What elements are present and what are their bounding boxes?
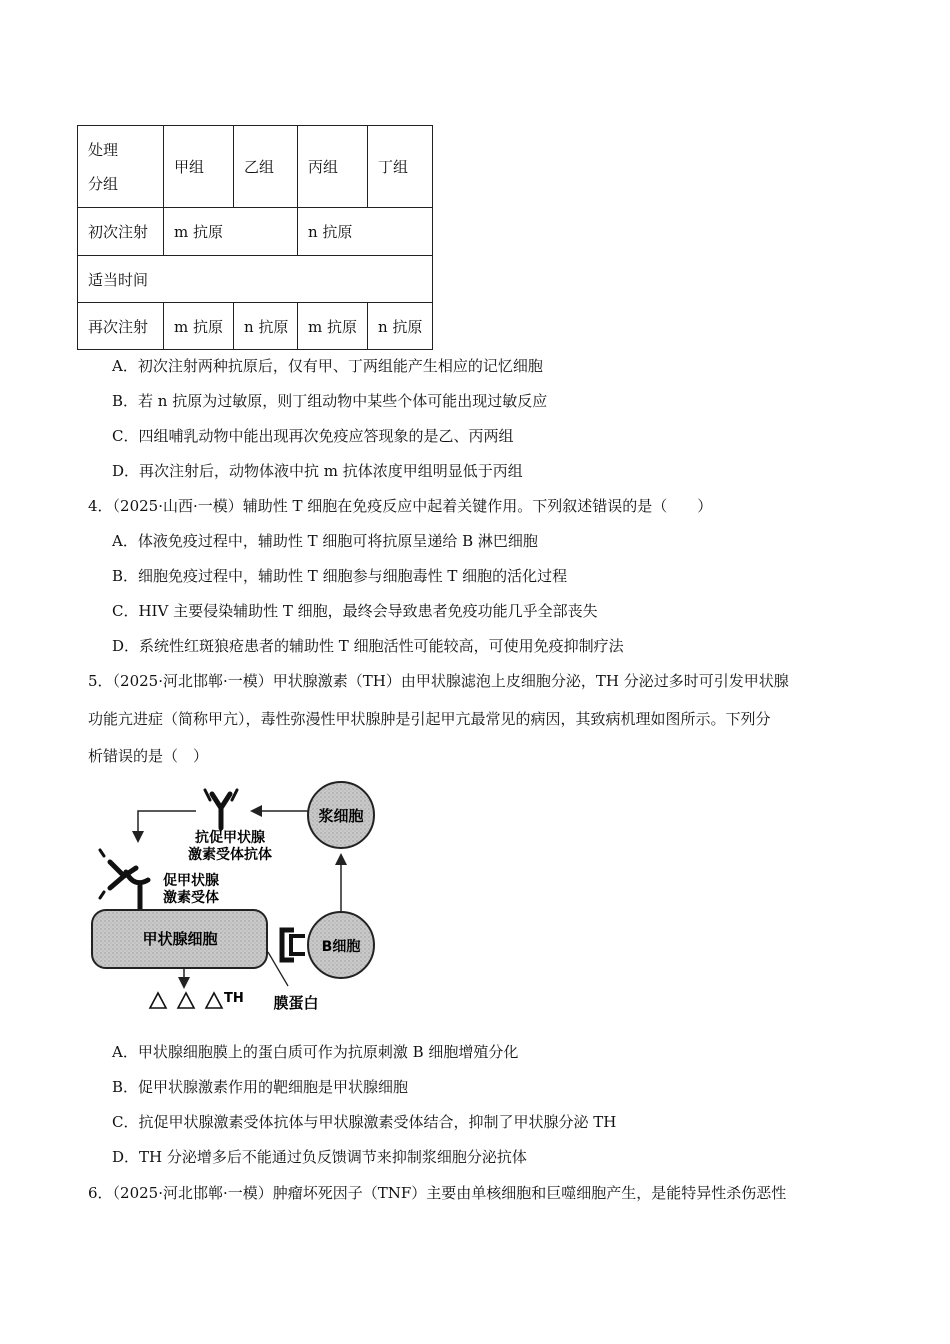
q5-option-c: C．抗促甲状腺激素受体抗体与甲状腺激素受体结合，抑制了甲状腺分泌 TH	[112, 1113, 617, 1131]
second-injection-yi: n 抗原	[234, 303, 298, 350]
q4-option-b: B．细胞免疫过程中，辅助性 T 细胞参与细胞毒性 T 细胞的活化过程	[112, 567, 568, 585]
q3-option-b: B．若 n 抗原为过敏原，则丁组动物中某些个体可能出现过敏反应	[112, 392, 548, 410]
corner-label-line2: 分组	[88, 174, 119, 193]
receptor-label-line1: 促甲状腺	[163, 873, 219, 889]
plasma-cell	[308, 782, 374, 848]
table-row-second-injection	[78, 303, 433, 350]
row-label-second: 再次注射	[78, 303, 164, 350]
membrane-protein-icon	[282, 930, 305, 960]
arrow-antibody-to-receptor	[138, 811, 196, 840]
q3-option-c: C．四组哺乳动物中能出现再次免疫应答现象的是乙、丙两组	[112, 427, 514, 445]
q5-stem-line1: 5．（2025·河北邯郸·一模）甲状腺激素（TH）由甲状腺滤泡上皮细胞分泌，TH 分泌过多时可引发甲状腺	[88, 672, 789, 690]
table-row-first-injection	[78, 208, 433, 256]
b-cell-label: B细胞	[321, 939, 361, 955]
first-injection-bing-ding: n 抗原	[298, 208, 433, 256]
receptor-icon	[126, 872, 148, 910]
q5-option-a: A．甲状腺细胞膜上的蛋白质可作为抗原刺激 B 细胞增殖分化	[112, 1043, 519, 1061]
membrane-protein-label: 膜蛋白	[273, 994, 319, 1012]
bound-antibody-icon	[100, 850, 136, 898]
q4-option-d: D．系统性红斑狼疮患者的辅助性 T 细胞活性可能较高，可使用免疫抑制疗法	[112, 637, 624, 655]
group-header-jia: 甲组	[164, 126, 234, 208]
thyroid-mechanism-diagram	[88, 780, 388, 1020]
corner-label-line1: 处理	[88, 140, 119, 159]
th-triangles	[150, 993, 222, 1008]
antibody-label-line2: 激素受体抗体	[188, 847, 272, 863]
q4-stem: 4．（2025·山西·一模）辅助性 T 细胞在免疫反应中起着关键作用。下列叙述错误的是（ ）	[88, 497, 713, 515]
row-label-interval: 适当时间	[78, 256, 433, 303]
experiment-table	[77, 125, 433, 350]
row-label-first: 初次注射	[78, 208, 164, 256]
membrane-protein-pointer	[268, 952, 288, 986]
second-injection-jia: m 抗原	[164, 303, 234, 350]
q4-option-c: C．HIV 主要侵染辅助性 T 细胞，最终会导致患者免疫功能几乎全部丧失	[112, 602, 598, 620]
first-injection-jia-yi: m 抗原	[164, 208, 298, 256]
q5-stem-line2: 功能亢进症（简称甲亢），毒性弥漫性甲状腺肿是引起甲亢最常见的病因，其致病机理如图所示。下列分	[88, 710, 771, 728]
q6-stem: 6．（2025·河北邯郸·一模）肿瘤坏死因子（TNF）主要由单核细胞和巨噬细胞产生，是能特异性杀伤恶性	[88, 1184, 787, 1202]
group-header-ding: 丁组	[368, 126, 433, 208]
q3-option-a: A．初次注射两种抗原后，仅有甲、丁两组能产生相应的记忆细胞	[112, 357, 543, 375]
q5-option-b: B．促甲状腺激素作用的靶细胞是甲状腺细胞	[112, 1078, 409, 1096]
table-corner-cell	[78, 126, 164, 208]
th-label: TH	[224, 991, 244, 1006]
q5-stem-line3: 析错误的是（ ）	[88, 747, 209, 765]
table-row-interval	[78, 256, 433, 303]
q3-option-d: D．再次注射后，动物体液中抗 m 抗体浓度甲组明显低于丙组	[112, 462, 523, 480]
q5-option-d: D．TH 分泌增多后不能通过负反馈调节来抑制浆细胞分泌抗体	[112, 1148, 527, 1166]
thyroid-cell-label: 甲状腺细胞	[142, 930, 218, 948]
antibody-label-line1: 抗促甲状腺	[195, 830, 265, 846]
thyroid-cell	[92, 910, 267, 968]
table-header-row	[78, 126, 433, 208]
second-injection-ding: n 抗原	[368, 303, 433, 350]
antibody-icon	[205, 790, 237, 828]
receptor-label-line2: 激素受体	[163, 890, 219, 906]
group-header-bing: 丙组	[298, 126, 368, 208]
second-injection-bing: m 抗原	[298, 303, 368, 350]
plasma-cell-label: 浆细胞	[318, 807, 364, 825]
group-header-yi: 乙组	[234, 126, 298, 208]
q4-option-a: A．体液免疫过程中，辅助性 T 细胞可将抗原呈递给 B 淋巴细胞	[112, 532, 538, 550]
b-cell	[308, 912, 374, 978]
